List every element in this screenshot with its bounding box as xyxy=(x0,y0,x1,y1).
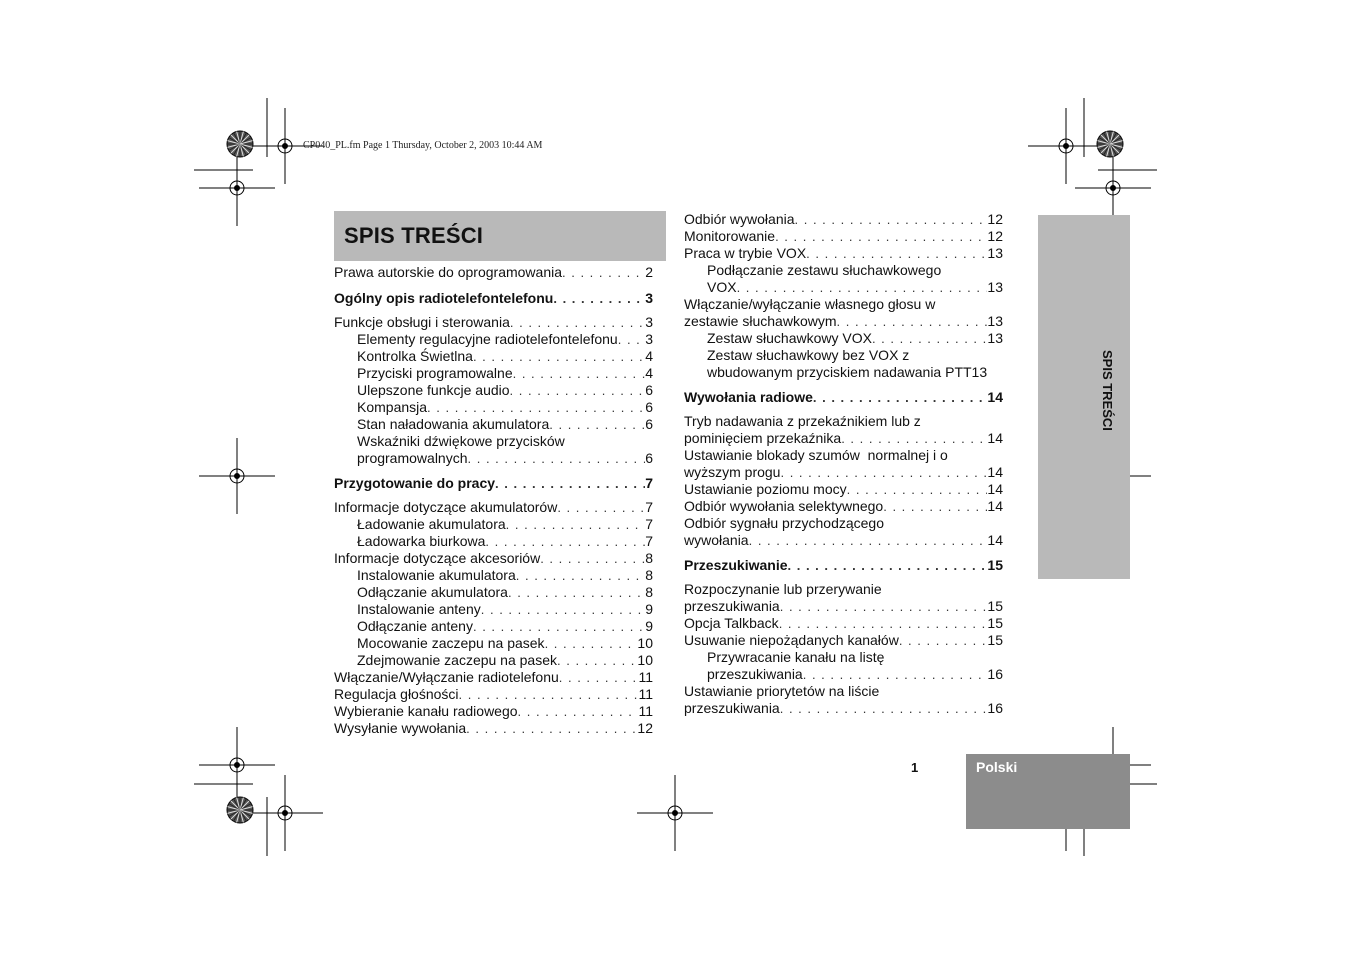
toc-entry-cont[interactable]: przeszukiwania . . . 16 xyxy=(684,700,1003,717)
file-header: CP040_PL.fm Page 1 Thursday, October 2, 2003 10:44 AM xyxy=(303,140,543,151)
registration-mark-icon xyxy=(247,775,323,851)
toc-entry[interactable]: Informacje dotyczące akcesoriów . . . 8 xyxy=(334,550,653,567)
toc-entry[interactable]: Wybieranie kanału radiowego . . . 11 xyxy=(334,703,653,720)
toc-entry-cont[interactable]: przeszukiwania . . . 15 xyxy=(684,598,1003,615)
toc-subentry[interactable]: Odłączanie akumulatora . . . 8 xyxy=(334,584,653,601)
title-box xyxy=(334,211,666,261)
toc-section-heading[interactable]: Przygotowanie do pracy . . . 7 xyxy=(334,475,653,492)
toc-entry-cont[interactable]: pominięciem przekaźnika . . . 14 xyxy=(684,430,1003,447)
toc-subentry[interactable]: Instalowanie anteny . . . 9 xyxy=(334,601,653,618)
toc-entry[interactable]: Praca w trybie VOX . . . 13 xyxy=(684,245,1003,262)
language-box xyxy=(966,754,1130,829)
language-label: Polski xyxy=(976,759,1018,775)
toc-subentry-cont[interactable]: VOX . . . 13 xyxy=(684,279,1003,296)
toc-entry[interactable]: Odbiór wywołania . . . 12 xyxy=(684,211,1003,228)
toc-subentry[interactable]: Mocowanie zaczepu na pasek . . . 10 xyxy=(334,635,653,652)
star-target-icon xyxy=(1097,131,1123,157)
toc-subentry[interactable]: Zestaw słuchawkowy bez VOX z xyxy=(707,347,910,363)
toc-entry[interactable]: Funkcje obsługi i sterowania . . . 3 xyxy=(334,314,653,331)
toc-entry[interactable]: Odbiór wywołania selektywnego . . . 14 xyxy=(684,498,1003,515)
side-tab-label: SPIS TREŚCI xyxy=(1100,350,1115,431)
toc-subentry[interactable]: Kontrolka Świetlna . . . 4 xyxy=(334,348,653,365)
toc-entry[interactable]: Monitorowanie . . . 12 xyxy=(684,228,1003,245)
side-tab xyxy=(1038,215,1130,579)
toc-entry[interactable]: Regulacja głośności . . . 11 xyxy=(334,686,653,703)
toc-subentry[interactable]: Ulepszone funkcje audio . . . 6 xyxy=(334,382,653,399)
toc-entry[interactable]: Opcja Talkback . . . 15 xyxy=(684,615,1003,632)
toc-entry[interactable]: Ustawianie priorytetów na liście xyxy=(684,683,880,699)
toc-subentry-cont[interactable]: przeszukiwania . . . 16 xyxy=(684,666,1003,683)
page-number: 1 xyxy=(911,760,919,775)
toc-subentry-cont[interactable]: wbudowanym przyciskiem nadawania PTT13 xyxy=(707,364,988,380)
toc-subentry[interactable]: Zestaw słuchawkowy VOX . . . 13 xyxy=(684,330,1003,347)
toc-subentry[interactable]: Ładowarka biurkowa . . . 7 xyxy=(334,533,653,550)
star-target-icon xyxy=(227,131,253,157)
toc-subentry-cont[interactable]: programowalnych . . . 6 xyxy=(334,450,653,467)
toc-subentry[interactable]: Elementy regulacyjne radiotelefontelefonu . . . 3 xyxy=(334,331,653,348)
toc-entry[interactable]: Włączanie/Wyłączanie radiotelefonu . . . 11 xyxy=(334,669,653,686)
toc-entry[interactable]: Włączanie/wyłączanie własnego głosu w xyxy=(684,296,936,312)
toc-subentry[interactable]: Kompansja . . . 6 xyxy=(334,399,653,416)
toc-subentry[interactable]: Wskaźniki dźwiękowe przycisków xyxy=(357,433,565,449)
registration-mark-icon xyxy=(199,438,275,514)
toc-left-column xyxy=(334,264,653,737)
toc-subentry[interactable]: Odłączanie anteny . . . 9 xyxy=(334,618,653,635)
registration-mark-icon xyxy=(1028,108,1104,184)
toc-subentry[interactable]: Stan naładowania akumulatora . . . 6 xyxy=(334,416,653,433)
toc-entry[interactable]: Ustawianie poziomu mocy . . . 14 xyxy=(684,481,1003,498)
toc-entry[interactable]: Odbiór sygnału przychodzącego xyxy=(684,515,885,531)
toc-entry-cont[interactable]: wyższym progu . . . 14 xyxy=(684,464,1003,481)
toc-subentry[interactable]: Podłączanie zestawu słuchawkowego xyxy=(707,262,942,278)
toc-subentry[interactable]: Ładowanie akumulatora . . . 7 xyxy=(334,516,653,533)
registration-mark-icon xyxy=(637,775,713,851)
toc-entry[interactable]: Prawa autorskie do oprogramowania . . . 2 xyxy=(334,264,653,281)
toc-entry[interactable]: Informacje dotyczące akumulatorów . . . 7 xyxy=(334,499,653,516)
toc-section-heading[interactable]: Przeszukiwanie . . . 15 xyxy=(684,557,1003,574)
toc-subentry[interactable]: Przyciski programowalne . . . 4 xyxy=(334,365,653,382)
toc-section-heading[interactable]: Wywołania radiowe . . . 14 xyxy=(684,389,1003,406)
toc-entry[interactable]: Ustawianie blokady szumów normalnej i o xyxy=(684,447,948,463)
toc-section-heading[interactable]: Ogólny opis radiotelefontelefonu . . . 3 xyxy=(334,290,653,307)
registration-mark-icon xyxy=(199,150,275,226)
registration-mark-icon xyxy=(199,727,275,803)
toc-entry[interactable]: Rozpoczynanie lub przerywanie xyxy=(684,581,882,597)
toc-entry[interactable]: Tryb nadawania z przekaźnikiem lub z xyxy=(684,413,921,429)
toc-entry-cont[interactable]: zestawie słuchawkowym . . . 13 xyxy=(684,313,1003,330)
toc-subentry[interactable]: Instalowanie akumulatora . . . 8 xyxy=(334,567,653,584)
page-title: SPIS TREŚCI xyxy=(344,223,484,248)
toc-entry-cont[interactable]: wywołania . . . 14 xyxy=(684,532,1003,549)
toc-right-column xyxy=(684,211,1003,717)
toc-entry[interactable]: Wysyłanie wywołania . . . 12 xyxy=(334,720,653,737)
toc-subentry[interactable]: Przywracanie kanału na listę xyxy=(707,649,885,665)
star-target-icon xyxy=(227,797,253,823)
toc-subentry[interactable]: Zdejmowanie zaczepu na pasek . . . 10 xyxy=(334,652,653,669)
toc-entry[interactable]: Usuwanie niepożądanych kanałów . . . 15 xyxy=(684,632,1003,649)
